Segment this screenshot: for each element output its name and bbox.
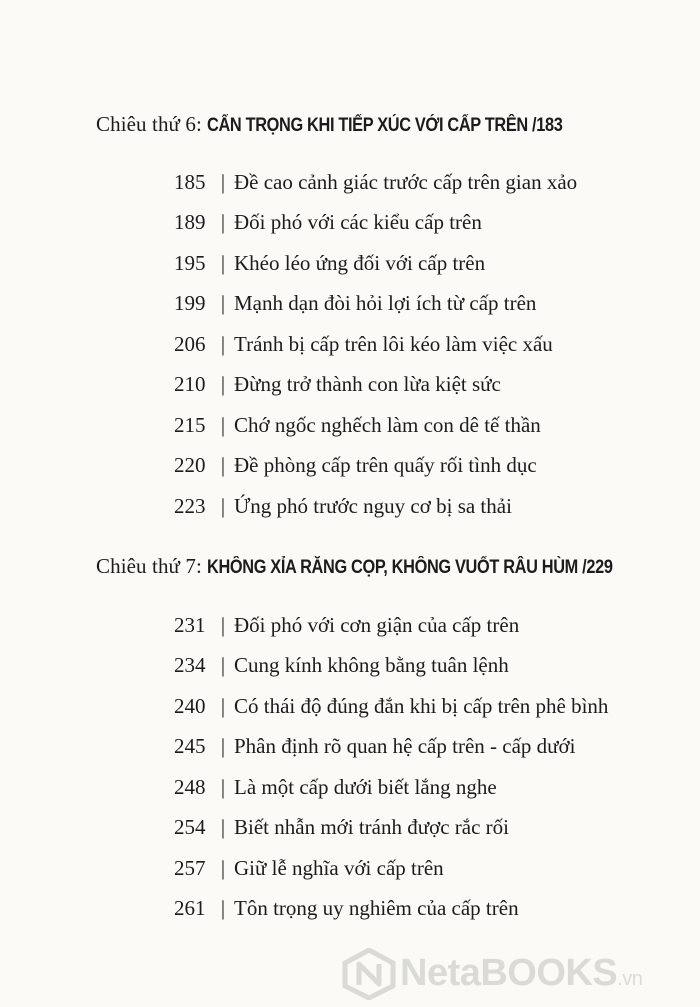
toc-entry — [174, 613, 519, 638]
chapter-prefix: Chiêu thứ 6: — [96, 112, 208, 136]
watermark-tld: .vn — [617, 968, 643, 990]
entry-title: Có thái độ đúng đắn khi bị cấp trên phê bình — [234, 694, 609, 718]
entry-title: Đối phó với các kiểu cấp trên — [234, 210, 482, 234]
entry-title: Phân định rõ quan hệ cấp trên - cấp dưới — [234, 734, 576, 758]
toc-entry — [174, 210, 482, 235]
toc-entry — [174, 815, 509, 840]
chapter-title: KHÔNG XỈA RĂNG CỌP, KHÔNG VUỐT RÂU HÙM /229 — [207, 557, 613, 578]
entry-separator: | — [220, 815, 226, 839]
entry-separator: | — [220, 210, 226, 234]
toc-entry — [174, 453, 537, 478]
toc-entry — [174, 856, 444, 881]
toc-entry — [174, 775, 497, 800]
entry-title: Đề cao cảnh giác trước cấp trên gian xảo — [234, 170, 578, 194]
entry-title: Tránh bị cấp trên lôi kéo làm việc xấu — [234, 332, 553, 356]
toc-entry — [174, 291, 536, 316]
entry-separator: | — [220, 494, 226, 518]
entry-title: Chớ ngốc nghếch làm con dê tế thần — [234, 413, 541, 437]
entry-page: 195 — [174, 251, 206, 275]
toc-entry — [174, 896, 519, 921]
toc-entry — [174, 372, 501, 397]
entry-title: Là một cấp dưới biết lắng nghe — [234, 775, 497, 799]
entry-title: Đối phó với cơn giận của cấp trên — [234, 613, 520, 637]
entry-page: 223 — [174, 494, 206, 518]
entry-page: 185 — [174, 170, 206, 194]
entry-page: 220 — [174, 453, 206, 477]
toc-entry — [174, 694, 608, 719]
entry-page: 234 — [174, 653, 206, 677]
chapter-heading — [96, 112, 621, 137]
toc-entry — [174, 413, 541, 438]
entry-page: 206 — [174, 332, 206, 356]
chapter-title: CẨN TRỌNG KHI TIẾP XÚC VỚI CẤP TRÊN /183 — [207, 115, 563, 136]
entry-separator: | — [220, 413, 226, 437]
entry-title: Đề phòng cấp trên quấy rối tình dục — [234, 453, 537, 477]
entry-title: Mạnh dạn đòi hỏi lợi ích từ cấp trên — [234, 291, 537, 315]
chapter-heading — [96, 554, 679, 579]
chapter-prefix: Chiêu thứ 7: — [96, 554, 208, 578]
entry-page: 189 — [174, 210, 206, 234]
entry-title: Cung kính không bằng tuân lệnh — [234, 653, 509, 677]
entry-separator: | — [220, 896, 226, 920]
entry-page: 240 — [174, 694, 206, 718]
entry-title: Biết nhẫn mới tránh được rắc rối — [234, 815, 510, 839]
entry-separator: | — [220, 734, 226, 758]
toc-entry — [174, 494, 512, 519]
netabooks-watermark — [342, 948, 692, 1000]
toc-entry — [174, 251, 485, 276]
entry-page: 210 — [174, 372, 206, 396]
entry-page: 215 — [174, 413, 206, 437]
entry-title: Ứng phó trước nguy cơ bị sa thải — [234, 494, 512, 518]
entry-separator: | — [220, 453, 226, 477]
toc-entry — [174, 332, 553, 357]
entry-separator: | — [220, 653, 226, 677]
entry-title: Khéo léo ứng đối với cấp trên — [234, 251, 486, 275]
entry-page: 199 — [174, 291, 206, 315]
entry-page: 261 — [174, 896, 206, 920]
watermark-brand: NetaBOOKS — [400, 952, 618, 994]
entry-separator: | — [220, 775, 226, 799]
entry-separator: | — [220, 291, 226, 315]
entry-separator: | — [220, 170, 226, 194]
entry-page: 231 — [174, 613, 206, 637]
neta-logo-icon — [342, 948, 396, 1000]
entry-separator: | — [220, 251, 226, 275]
watermark-text — [400, 952, 642, 995]
entry-title: Tôn trọng uy nghiêm của cấp trên — [234, 896, 519, 920]
entry-separator: | — [220, 372, 226, 396]
toc-entry — [174, 734, 575, 759]
entry-separator: | — [220, 694, 226, 718]
entry-page: 257 — [174, 856, 206, 880]
entry-page: 245 — [174, 734, 206, 758]
entry-title: Đừng trở thành con lừa kiệt sức — [234, 372, 501, 396]
entry-title: Giữ lễ nghĩa với cấp trên — [234, 856, 444, 880]
toc-entry — [174, 170, 577, 195]
entry-separator: | — [220, 613, 226, 637]
entry-page: 254 — [174, 815, 206, 839]
entry-separator: | — [220, 332, 226, 356]
entry-page: 248 — [174, 775, 206, 799]
toc-entry — [174, 653, 509, 678]
entry-separator: | — [220, 856, 226, 880]
